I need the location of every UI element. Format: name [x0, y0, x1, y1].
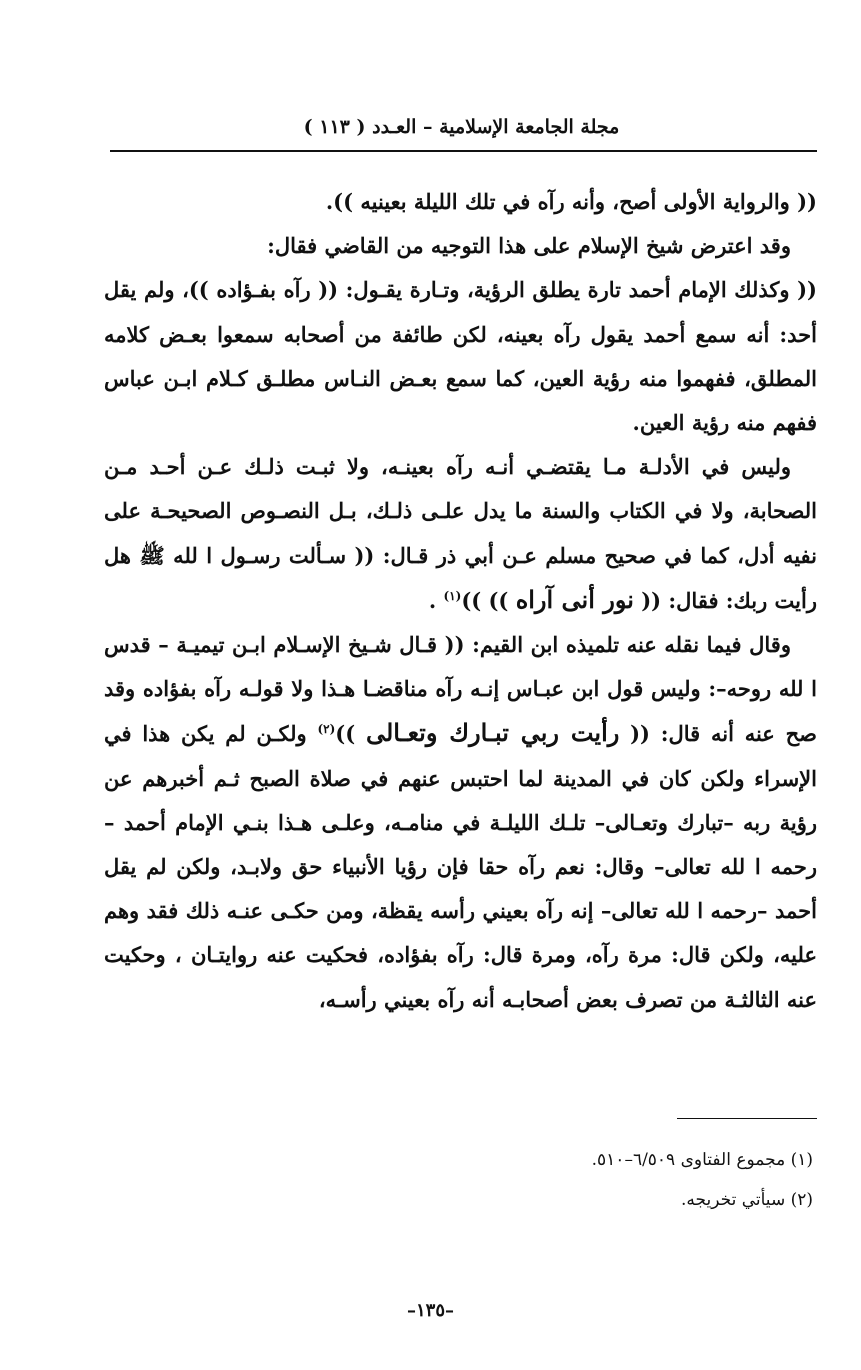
- paragraph-5-text: وقال فيما نقله عنه تلميذه ابن القيم: (( قـال شـيخ الإسـلام ابـن تيميـة – قدس ا لله روحه–: وليس قول ابن عبـاس إنـه رآه مناقضـا هـذا ولا قولـه رآه بفؤاده وقد صح عنه أنه قال: ((: [104, 632, 818, 747]
- main-text: [104, 180, 817, 1022]
- footnote-2: (٢) سيأتي تخريجه.: [681, 1190, 813, 1210]
- hadith-quote-nur: نور أنى آراه: [515, 584, 634, 614]
- paragraph-5: [104, 623, 817, 1022]
- journal-header: مجلة الجامعة الإسلامية – العـدد ( ١١٣ ): [303, 116, 620, 138]
- footnote-divider: [677, 1118, 817, 1119]
- footnote-ref-2[interactable]: (٢): [317, 722, 336, 737]
- paragraph-4-closing: )) )): [461, 587, 516, 613]
- paragraph-5-closing: )): [335, 721, 366, 747]
- footnotes: [110, 1140, 813, 1220]
- hadith-quote-raaytu: رأيت ربي تبـارك وتعـالى: [365, 718, 620, 748]
- paragraph-3: (( وكذلك الإمام أحمد تارة يطلق الرؤية، وتـارة يقـول: (( رآه بفـؤاده ))، ولم يقل أحد: أنه سمع أحمد يقول رآه بعينه، لكن طائفة من أصحابه سمعوا بعـض كلامه المطلق، ففهموا منه رؤية العين، كما سمع بعـض النـاس مطلـق كـلام ابـن عباس ففهم منه رؤية العين.: [104, 277, 818, 436]
- paragraph-5-end: ولكـن لم يكن هذا في الإسراء ولكن كان في المدينة لما احتبس عنهم في صلاة الصبح ثـم أخبرهم عن رؤية ربه –تبارك وتعـالى– تلـك الليلـة في منامـه، وعلـى هـذا بنـي الإمام أحمد –رحمه ا لله تعالى– وقال: نعم رآه حقا فإن رؤيا الأنبياء حق ولابـد، ولكن لم يقل أحمد –رحمه ا لله تعالى– إنه رآه بعيني رأسه يقظة، ومن حكـى عنـه ذلك فقد وهم عليه، ولكن قال: مرة رآه، ومرة قال: رآه بفؤاده، فحكيت عنه روايتـان ، وحكيت عنه الثالثـة من تصرف بعض أصحابـه أنه رآه بعيني رأسـه،: [104, 721, 818, 1012]
- paragraph-1: (( والرواية الأولى أصح، وأنه رآه في تلك الليلة بعينيه )).: [325, 189, 817, 214]
- header-divider: [110, 150, 817, 152]
- paragraph-4-text: وليس في الأدلـة مـا يقتضـي أنـه رآه بعينـه، ولا ثبـت ذلـك عـن أحـد مـن الصحابة، ولا في الكتاب والسنة ما يدل علـى ذلـك، بـل النصـوص الصحيحـة على نفيه أدل، كما في صحيح مسلم عـن أبي ذر قـال: (( سـألت رسـول ا لله ﷺ هل رأيت ربك: فقال: ((: [104, 454, 817, 613]
- footnote-ref-1[interactable]: (١): [443, 588, 462, 603]
- footnote-1: (١) مجموع الفتاوى ٦/٥٠٩–٥١٠.: [591, 1150, 813, 1170]
- paragraph-2: وقد اعترض شيخ الإسلام على هذا التوجيه من القاضي فقال:: [267, 233, 791, 259]
- page-number: –١٣٥–: [406, 1300, 454, 1321]
- paragraph-4: [104, 445, 817, 623]
- paragraph-4-end: .: [428, 587, 444, 613]
